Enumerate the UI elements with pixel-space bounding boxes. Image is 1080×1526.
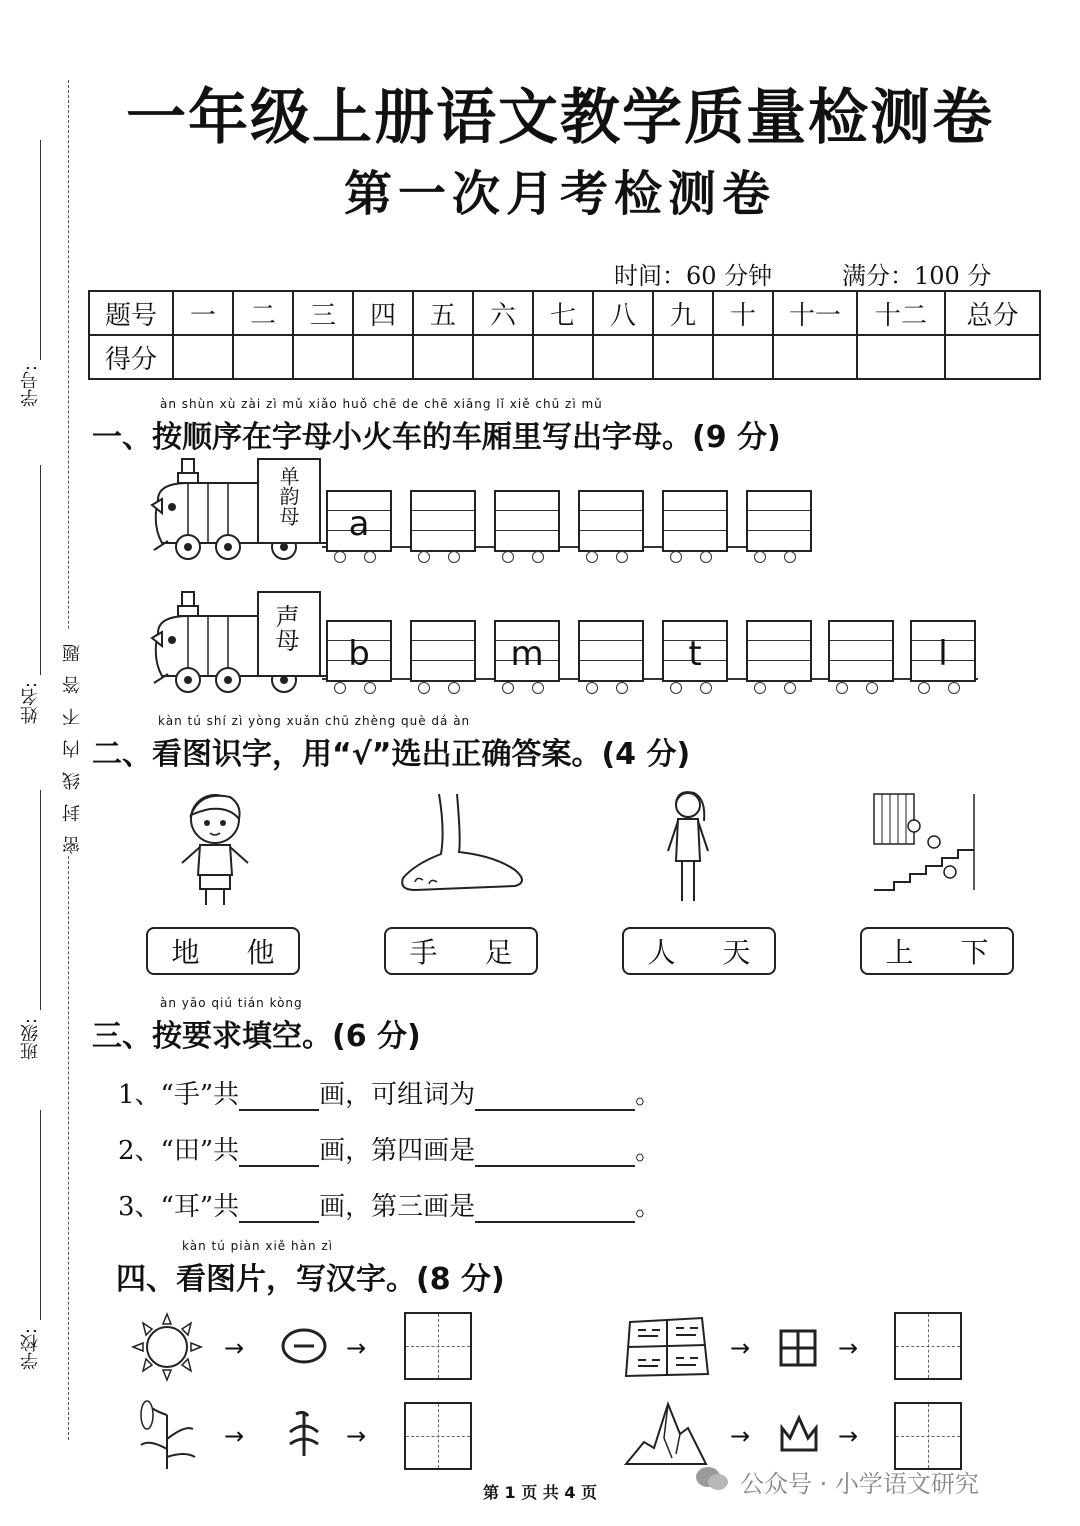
wheel <box>418 682 430 694</box>
writing-grid[interactable] <box>894 1402 962 1470</box>
answer-blank[interactable] <box>475 1083 635 1111</box>
cell: 五 <box>413 291 473 335</box>
wheel <box>448 551 460 563</box>
q3-item-2 <box>118 1130 661 1167</box>
wheel <box>918 682 930 694</box>
choice-option[interactable]: 上 <box>885 936 914 969</box>
q1-title: 一、按顺序在字母小火车的车厢里写出字母。(9 分) <box>92 420 781 455</box>
score-table <box>88 290 1041 380</box>
train2-sign: 声母 <box>271 604 299 652</box>
arrow-icon: → <box>224 1422 245 1450</box>
wheel <box>418 551 430 563</box>
exam-title: 一年级上册语文教学质量检测卷 <box>126 83 994 153</box>
watermark-text: 公众号 · 小学语文研究 <box>740 1470 979 1498</box>
score-input-cell[interactable] <box>945 335 1040 379</box>
item-question: “耳”共 <box>160 1192 240 1222</box>
stroke-count-blank[interactable] <box>239 1083 319 1111</box>
choice-option[interactable]: 下 <box>960 936 989 969</box>
wheel <box>754 551 766 563</box>
cell: 八 <box>593 291 653 335</box>
wheel <box>616 551 628 563</box>
writing-grid[interactable] <box>894 1312 962 1380</box>
exam-subtitle: 第一次月考检测卷 <box>343 166 776 222</box>
choice-option[interactable]: 人 <box>647 936 676 969</box>
cell: 三 <box>293 291 353 335</box>
train1-car[interactable] <box>326 490 392 552</box>
mountain-picture-icon <box>622 1398 710 1468</box>
arrow-icon: → <box>224 1334 245 1362</box>
wheel <box>836 682 848 694</box>
choice-option[interactable]: 地 <box>171 936 200 969</box>
score-input-cell[interactable] <box>857 335 945 379</box>
cell: 一 <box>173 291 233 335</box>
score-input-cell[interactable] <box>533 335 593 379</box>
choice-option[interactable]: 天 <box>722 936 751 969</box>
wheel <box>700 682 712 694</box>
q1-pinyin: àn shùn xù zài zì mǔ xiǎo huǒ chē de chē xiāng lǐ xiě chū zì mǔ <box>160 397 603 411</box>
choice-option[interactable]: 手 <box>409 936 438 969</box>
q2-pinyin: kàn tú shí zì yòng xuǎn chū zhèng què dá àn <box>158 714 471 728</box>
cell: 七 <box>533 291 593 335</box>
answer-blank[interactable] <box>475 1195 635 1223</box>
wheel <box>616 682 628 694</box>
train1-sign: 单韵母 <box>276 466 300 526</box>
sun-picture-icon <box>125 1310 209 1384</box>
item-question: “手”共 <box>160 1080 240 1110</box>
writing-grid[interactable] <box>404 1312 472 1380</box>
q2-title: 二、看图识字，用“√”选出正确答案。(4 分) <box>92 737 691 772</box>
wheel <box>866 682 878 694</box>
class-label: 班级: <box>20 1018 41 1061</box>
wheel <box>670 551 682 563</box>
wechat-icon <box>694 1464 730 1494</box>
page-indicator: 第 1 页 共 4 页 <box>482 1483 598 1502</box>
choice-box-3[interactable] <box>622 927 776 975</box>
car-letter: t <box>688 634 702 674</box>
wheel <box>948 682 960 694</box>
item-number: 2、 <box>118 1136 161 1166</box>
train2-car[interactable] <box>662 620 728 682</box>
cell: 九 <box>653 291 713 335</box>
cell: 二 <box>233 291 293 335</box>
score-input-cell[interactable] <box>233 335 293 379</box>
item-middle: 画，可组词为 <box>319 1080 476 1110</box>
wheel <box>502 551 514 563</box>
train2-car[interactable] <box>910 620 976 682</box>
train2-car[interactable] <box>410 620 476 682</box>
train-engine-2-icon <box>148 588 328 698</box>
wheel <box>670 682 682 694</box>
arrow-icon: → <box>346 1334 367 1362</box>
item-middle: 画，第三画是 <box>319 1192 476 1222</box>
wheel <box>334 682 346 694</box>
item-number: 3、 <box>118 1192 161 1222</box>
arrow-icon: → <box>838 1334 859 1362</box>
stairs-picture-icon <box>870 790 980 900</box>
train2-car[interactable] <box>828 620 894 682</box>
wheel <box>532 551 544 563</box>
score-table-header-row <box>89 291 1040 335</box>
wheel <box>784 551 796 563</box>
score-input-cell[interactable] <box>653 335 713 379</box>
wheel <box>532 682 544 694</box>
foot-picture-icon <box>395 790 535 900</box>
item-end: 。 <box>635 1080 662 1110</box>
woman-picture-icon <box>660 785 720 910</box>
arrow-icon: → <box>838 1422 859 1450</box>
train2-car[interactable] <box>578 620 644 682</box>
item-middle: 画，第四画是 <box>319 1136 476 1166</box>
wheel <box>334 551 346 563</box>
q3-pinyin: àn yāo qiú tián kòng <box>160 996 303 1010</box>
choice-option[interactable]: 他 <box>246 936 275 969</box>
item-end: 。 <box>635 1192 662 1222</box>
car-letter: m <box>510 634 544 674</box>
cell: 十一 <box>773 291 857 335</box>
score-input-cell[interactable] <box>773 335 857 379</box>
stroke-count-blank[interactable] <box>239 1139 319 1167</box>
item-question: “田”共 <box>160 1136 240 1166</box>
wheel <box>700 551 712 563</box>
q4-title: 四、看图片，写汉字。(8 分) <box>116 1262 505 1297</box>
train-engine-1-icon <box>148 455 328 565</box>
cell: 十二 <box>857 291 945 335</box>
name-rule <box>40 465 41 675</box>
wheel <box>448 682 460 694</box>
car-letter: b <box>348 634 370 674</box>
score-input-cell[interactable] <box>353 335 413 379</box>
train2-car[interactable] <box>326 620 392 682</box>
writing-grid[interactable] <box>404 1402 472 1470</box>
car-letter: a <box>348 504 370 544</box>
score-input-cell[interactable] <box>413 335 473 379</box>
cell: 四 <box>353 291 413 335</box>
score-input-cell[interactable] <box>593 335 653 379</box>
choice-box-1[interactable] <box>146 927 300 975</box>
cell: 六 <box>473 291 533 335</box>
school-rule <box>40 1110 41 1320</box>
cell: 总分 <box>945 291 1040 335</box>
wheel <box>754 682 766 694</box>
grain-picture-icon <box>135 1395 199 1471</box>
item-number: 1、 <box>118 1080 161 1110</box>
arrow-icon: → <box>730 1422 751 1450</box>
score-input-cell[interactable] <box>173 335 233 379</box>
car-letter: l <box>938 634 948 674</box>
choice-box-2[interactable] <box>384 927 538 975</box>
wheel <box>502 682 514 694</box>
score-table-score-row <box>89 335 1040 379</box>
seal-text: 密封线内不答题 <box>60 630 86 854</box>
arrow-icon: → <box>730 1334 751 1362</box>
ancient-field-glyph-icon <box>778 1328 818 1368</box>
q4-pinyin: kàn tú piàn xiě hàn zì <box>182 1239 334 1253</box>
field-picture-icon <box>620 1314 712 1380</box>
ancient-grain-glyph-icon <box>286 1410 322 1458</box>
school-label: 学校: <box>20 1328 41 1371</box>
score-input-cell[interactable] <box>293 335 353 379</box>
q3-title: 三、按要求填空。(6 分) <box>92 1019 421 1054</box>
student-no-label: 学号: <box>20 365 41 408</box>
cell: 十 <box>713 291 773 335</box>
train2-car[interactable] <box>494 620 560 682</box>
score-input-cell[interactable] <box>473 335 533 379</box>
wheel <box>586 682 598 694</box>
answer-blank[interactable] <box>475 1139 635 1167</box>
q3-item-1 <box>118 1074 661 1111</box>
train1-coupling <box>322 546 812 548</box>
score-input-cell[interactable] <box>713 335 773 379</box>
wheel <box>364 682 376 694</box>
ancient-mountain-glyph-icon <box>778 1414 820 1454</box>
wheel <box>586 551 598 563</box>
name-label: 姓名: <box>20 682 41 725</box>
train1-car[interactable] <box>662 490 728 552</box>
choice-box-4[interactable] <box>860 927 1014 975</box>
train1-car[interactable] <box>494 490 560 552</box>
stroke-count-blank[interactable] <box>239 1195 319 1223</box>
class-rule <box>40 790 41 1010</box>
train2-car[interactable] <box>746 620 812 682</box>
cell: 题号 <box>89 291 173 335</box>
q3-item-3 <box>118 1186 661 1223</box>
choice-option[interactable]: 足 <box>484 936 513 969</box>
boy-picture-icon <box>170 785 260 910</box>
exam-full-score: 满分：100 分 <box>842 262 992 290</box>
item-end: 。 <box>635 1136 662 1166</box>
arrow-icon: → <box>346 1422 367 1450</box>
train1-car[interactable] <box>578 490 644 552</box>
exam-time: 时间：60 分钟 <box>614 262 773 290</box>
wheel <box>364 551 376 563</box>
train1-car[interactable] <box>746 490 812 552</box>
wheel <box>784 682 796 694</box>
train1-car[interactable] <box>410 490 476 552</box>
cell: 得分 <box>89 335 173 379</box>
ancient-sun-glyph-icon <box>280 1326 328 1366</box>
student-no-rule <box>40 140 41 360</box>
